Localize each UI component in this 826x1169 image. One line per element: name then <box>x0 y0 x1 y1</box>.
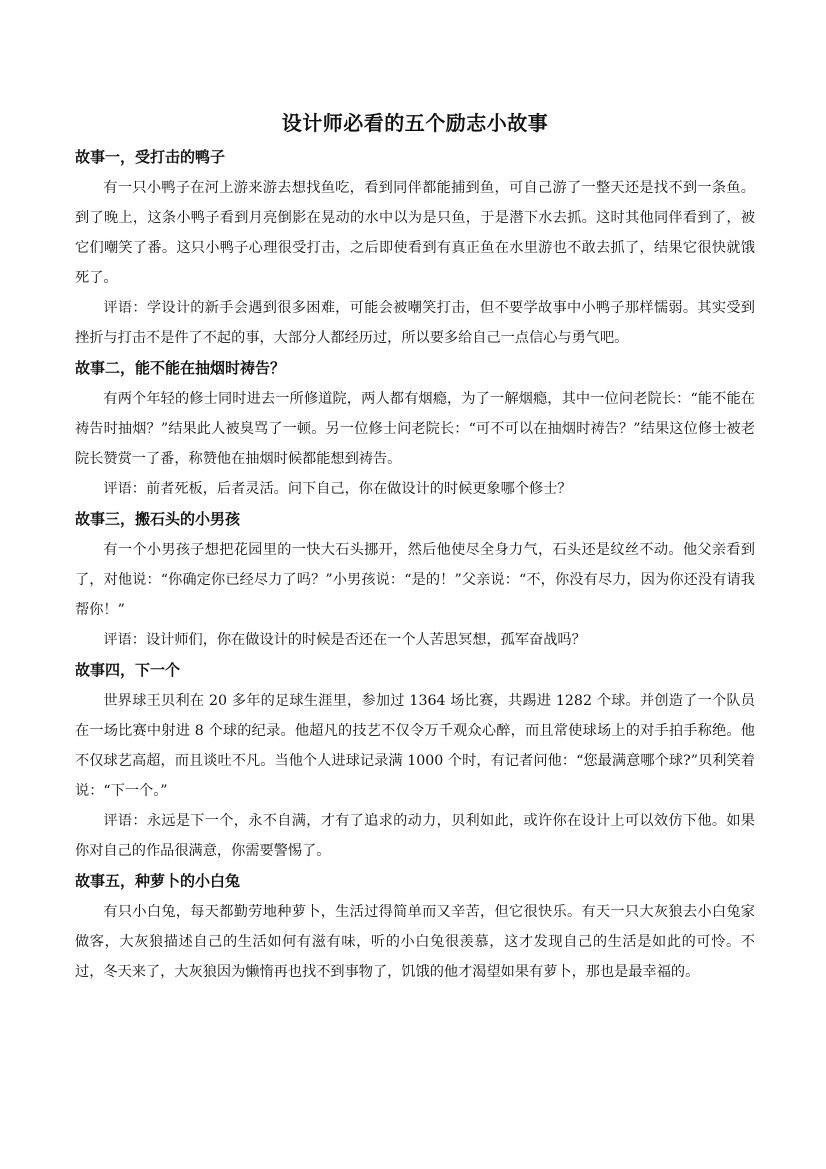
story-2 <box>75 357 755 504</box>
story-body: 有一个小男孩子想把花园里的一快大石头挪开，然后他使尽全身力气，石头还是纹丝不动。他父亲看到了，对他说：“你确定你已经尽力了吗？”小男孩说：“是的！”父亲说：“不，你没有尽力，因为你还没有请我帮你！” <box>75 542 755 618</box>
story-body: 有一只小鸭子在河上游来游去想找鱼吃，看到同伴都能捕到鱼，可自己游了一整天还是找不到一条鱼。到了晚上，这条小鸭子看到月亮倒影在晃动的水中以为是只鱼，于是潜下水去抓。这时其他同伴看到了，被它们嘲笑了番。这只小鸭子心理很受打击，之后即使看到有真正鱼在水里游也不敢去抓了，结果它很快就饿死了。 <box>75 180 755 286</box>
story-4 <box>75 659 755 866</box>
story-heading: 故事三，搬石头的小男孩 <box>75 510 241 528</box>
story-body: 有只小白兔，每天都勤劳地种萝卜，生活过得简单而又辛苦，但它很快乐。有天一只大灰狼去小白兔家做客，大灰狼描述自己的生活如何有滋有味，听的小白兔很羡慕，这才发现自己的生活是如此的可怜。不过，冬天来了，大灰狼因为懒惰再也找不到事物了，饥饿的他才渴望如果有萝卜，那也是最幸福的。 <box>75 904 755 980</box>
story-5 <box>75 870 755 987</box>
story-heading: 故事五，种萝卜的小白兔 <box>75 872 241 890</box>
story-body: 有两个年轻的修士同时进去一所修道院，两人都有烟瘾，为了一解烟瘾，其中一位问老院长：“能不能在祷告时抽烟？”结果此人被臭骂了一顿。另一位修士问老院长：“可不可以在抽烟时祷告？”结果这位修士被老院长赞赏一了番，称赞他在抽烟时候都能想到祷告。 <box>75 391 755 467</box>
story-comment: 评语：永远是下一个，永不自满，才有了追求的动力，贝利如此，或许你在设计上可以效仿下他。如果你对自己的作品很满意，你需要警惕了。 <box>75 813 755 859</box>
story-comment: 评语：设计师们，你在做设计的时候是否还在一个人苦思冥想，孤军奋战吗？ <box>103 632 586 648</box>
document-content <box>75 108 755 987</box>
story-comment: 评语：前者死板，后者灵活。问下自己，你在做设计的时候更象哪个修士？ <box>103 481 572 497</box>
story-body: 世界球王贝利在 20 多年的足球生涯里，参加过 1364 场比赛，共踢进 1282 个球。并创造了一个队员在一场比赛中射进 8 个球的纪录。他超凡的技艺不仅令万千观众心醉，而且常使球场上的对手拍手称绝。他不仅球艺高超，而且谈吐不凡。当他个人进球记录满 1000 个时，有记者问他：“您最满意哪个球?”贝利笑着说：“下一个。” <box>75 693 755 799</box>
document-title: 设计师必看的五个励志小故事 <box>281 111 549 135</box>
story-3 <box>75 508 755 655</box>
story-heading: 故事一，受打击的鸭子 <box>75 148 226 166</box>
story-1 <box>75 146 755 353</box>
story-heading: 故事四，下一个 <box>75 661 181 679</box>
story-comment: 评语：学设计的新手会遇到很多困难，可能会被嘲笑打击，但不要学故事中小鸭子那样懦弱。其实受到挫折与打击不是件了不起的事，大部分人都经历过，所以要多给自己一点信心与勇气吧。 <box>75 300 755 346</box>
story-heading: 故事二，能不能在抽烟时祷告？ <box>75 359 286 377</box>
